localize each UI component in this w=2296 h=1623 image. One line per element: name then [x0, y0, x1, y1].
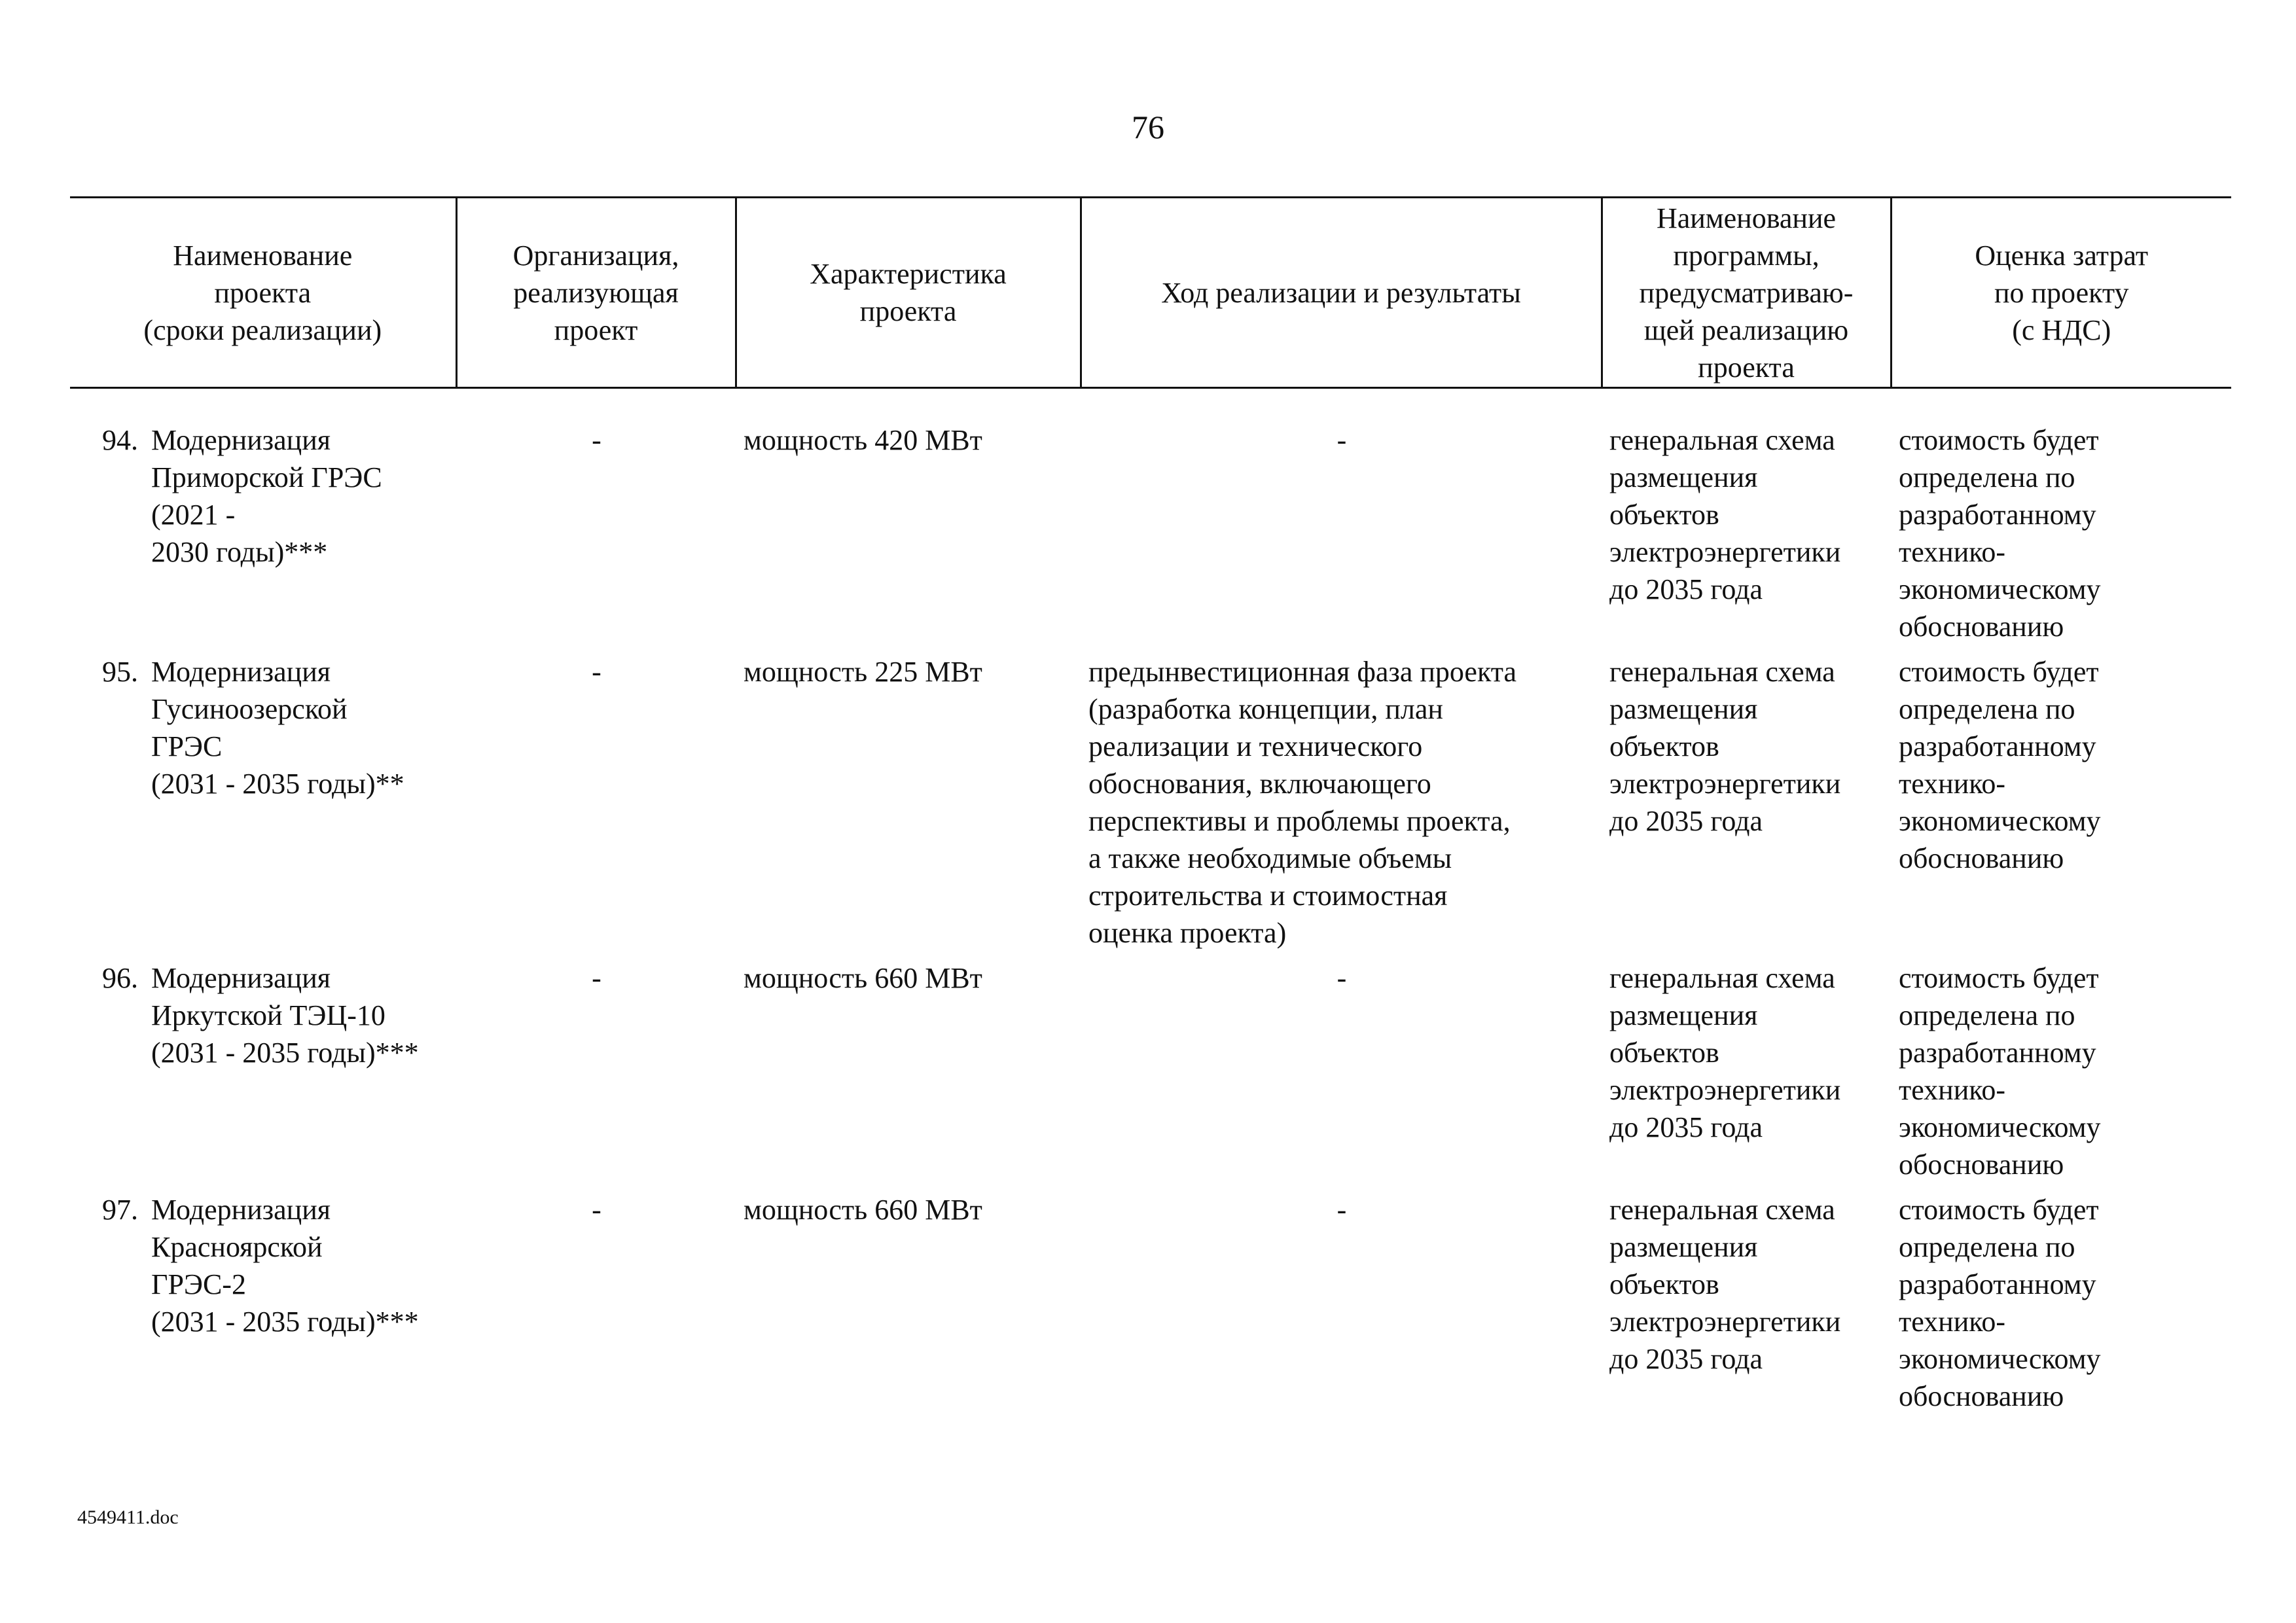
table-row	[70, 1191, 2231, 1423]
file-reference: 4549411.doc	[77, 1507, 179, 1528]
cost-cell: стоимость будет определена по разработанному технико- экономическому обоснованию	[1899, 1194, 2101, 1412]
progress-cell: -	[1336, 1194, 1347, 1226]
row-number: 97.	[102, 1194, 138, 1226]
characteristic-cell: мощность 660 МВт	[744, 962, 982, 994]
table-row	[70, 959, 2231, 1191]
program-cell: генеральная схема размещения объектов электроэнергетики до 2035 года	[1609, 962, 1841, 1143]
projects-table	[70, 196, 2231, 1423]
project-name: Модернизация Гусиноозерской ГРЭС (2031 - 2035 годы)**	[151, 656, 404, 800]
characteristic-cell: мощность 660 МВт	[744, 1194, 982, 1226]
project-cell	[70, 653, 456, 959]
program-cell: генеральная схема размещения объектов электроэнергетики до 2035 года	[1609, 656, 1841, 837]
table-header-row	[70, 198, 2231, 388]
header-characteristic: Характеристика проекта	[736, 198, 1081, 388]
characteristic-cell: мощность 420 МВт	[744, 424, 982, 456]
project-cell	[70, 1191, 456, 1423]
organization-cell: -	[592, 962, 601, 994]
progress-cell: -	[1336, 962, 1347, 994]
characteristic-cell: мощность 225 МВт	[744, 656, 982, 688]
program-cell: генеральная схема размещения объектов электроэнергетики до 2035 года	[1609, 1194, 1841, 1375]
progress-cell: предынвестиционная фаза проекта (разработка концепции, план реализации и технического обоснования, включающего перспективы и проблемы проекта, а также необходимые объемы строительства и стоимостная оценка проекта)	[1088, 656, 1517, 949]
header-program: Наименование программы, предусматриваю- щей реализацию проекта	[1602, 198, 1891, 388]
table-row	[70, 388, 2231, 654]
progress-cell: -	[1336, 424, 1347, 456]
header-cost: Оценка затрат по проекту (с НДС)	[1891, 198, 2231, 388]
header-project-name: Наименование проекта (сроки реализации)	[70, 198, 456, 388]
row-number: 94.	[102, 424, 138, 456]
cost-cell: стоимость будет определена по разработанному технико- экономическому обоснованию	[1899, 962, 2101, 1181]
table-row	[70, 653, 2231, 959]
organization-cell: -	[592, 424, 601, 456]
project-name: Модернизация Приморской ГРЭС (2021 - 2030 годы)***	[151, 424, 382, 568]
project-name: Модернизация Красноярской ГРЭС-2 (2031 - 2035 годы)***	[151, 1194, 419, 1338]
project-cell	[70, 388, 456, 654]
row-number: 95.	[102, 656, 138, 688]
organization-cell: -	[592, 1194, 601, 1226]
page-number: 76	[1132, 109, 1164, 145]
project-name: Модернизация Иркутской ТЭЦ-10 (2031 - 2035 годы)***	[151, 962, 419, 1069]
row-number: 96.	[102, 962, 138, 994]
header-organization: Организация, реализующая проект	[456, 198, 736, 388]
header-progress: Ход реализации и результаты	[1081, 198, 1602, 388]
cost-cell: стоимость будет определена по разработанному технико- экономическому обоснованию	[1899, 424, 2101, 643]
cost-cell: стоимость будет определена по разработанному технико- экономическому обоснованию	[1899, 656, 2101, 874]
organization-cell: -	[592, 656, 601, 688]
program-cell: генеральная схема размещения объектов электроэнергетики до 2035 года	[1609, 424, 1841, 605]
project-cell	[70, 959, 456, 1191]
